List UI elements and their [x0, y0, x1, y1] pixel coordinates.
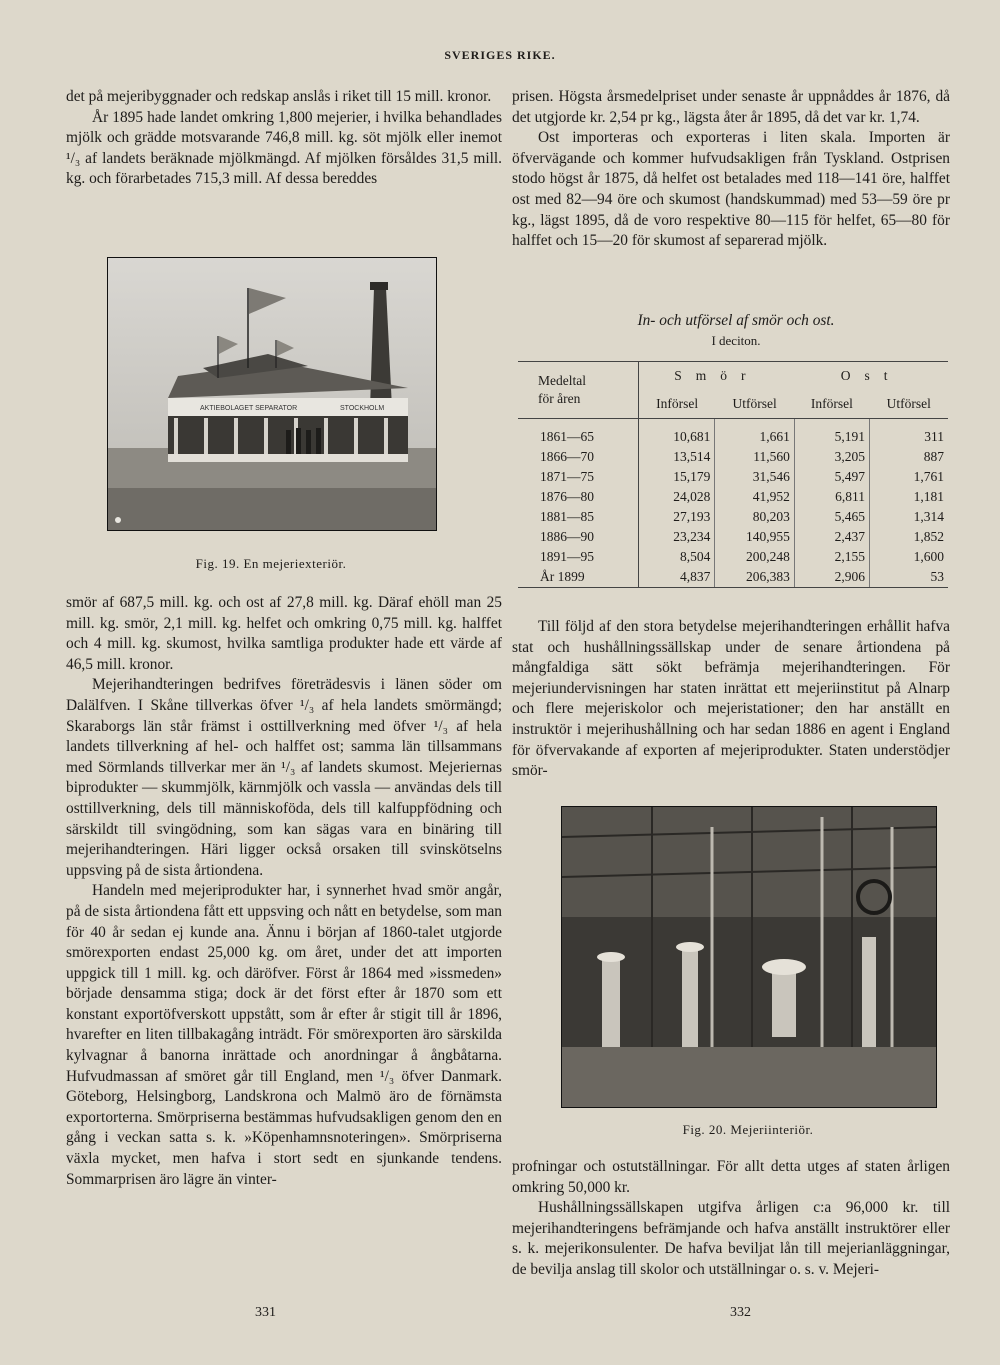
- table-cell-value: 1,852: [869, 527, 948, 547]
- table-cell-period: År 1899: [518, 567, 639, 588]
- right-column-middle: [512, 617, 950, 782]
- running-header: SVERIGES RIKE.: [444, 48, 556, 62]
- figure-dairy-exterior: [107, 257, 437, 531]
- table-cell-value: 10,681: [639, 419, 715, 448]
- table-row: [518, 447, 948, 467]
- table-cell-value: 311: [869, 419, 948, 448]
- table-cell-value: 15,179: [639, 467, 715, 487]
- col-header-ost-in: Införsel: [794, 390, 869, 419]
- col-header-ost-out: Utförsel: [869, 390, 948, 419]
- table-row: [518, 467, 948, 487]
- table-cell-value: 24,028: [639, 487, 715, 507]
- paragraph: profningar och ostutställningar. För allt detta utges af staten årligen omkring 50,000 kr.: [512, 1158, 950, 1196]
- figure-20-caption: Fig. 20. Mejeriinteriör.: [682, 1122, 814, 1137]
- paragraph: År 1895 hade landet omkring 1,800 mejerier, i hvilka behandlades mjölk och grädde motsvarande 746,8 mill. kg. söt mjölk eller inemot ¹/₃ af landets beräknade mjölkmängd. Af mjölken försåldes 31,5 mill. kg. och förarbetades 715,3 mill. Af dessa bereddes: [66, 108, 502, 188]
- left-column-bottom: [66, 593, 502, 1190]
- table-cell-value: 13,514: [639, 447, 715, 467]
- table-row: [518, 567, 948, 588]
- period-header: Medeltal för åren: [518, 362, 639, 419]
- paragraph: Till följd af den stora betydelse mejerihandteringen erhållit hafva stat och hushållningssällskap under de senare årtiondena på mångfaldiga sätt sökt befrämja mejerihandteringen. För mejeriundervisningen har staten inrättat ett mejeriinstitut på Alnarp och flere mejeriskolor och mejeristationer; den har anställt en instruktör i mejerihushållning och har sedan 1886 en agent i England för öfvervakande af exporten af mejeriprodukter. Staten understödjer smör-: [512, 618, 950, 780]
- table-cell-value: 27,193: [639, 507, 715, 527]
- table-cell-period: 1876—80: [518, 487, 639, 507]
- page-number-left: 331: [255, 1305, 276, 1320]
- figure-19-caption: Fig. 19. En mejeriexteriör.: [195, 556, 347, 571]
- table-cell-value: 200,248: [715, 547, 794, 567]
- table-cell-period: 1886—90: [518, 527, 639, 547]
- col-header-smor-in: Införsel: [639, 390, 715, 419]
- table-cell-value: 31,546: [715, 467, 794, 487]
- group-header-ost: Ost: [794, 362, 948, 391]
- table-cell-value: 23,234: [639, 527, 715, 547]
- paragraph: smör af 687,5 mill. kg. och ost af 27,8 mill. kg. Däraf ehöll man 25 mill. kg. smör, 2,1 mill. kg. helfet och omkring 0,75 mill. kg. halffet och 4 mill. kg. skumost, hvilka samtliga produkter hade ett värde af 46,5 mill. kronor.: [66, 594, 502, 673]
- table-cell-value: 53: [869, 567, 948, 588]
- table-cell-period: 1861—65: [518, 419, 639, 448]
- table-row: [518, 419, 948, 448]
- table-cell-value: 2,437: [794, 527, 869, 547]
- table-row: [518, 507, 948, 527]
- table-cell-value: 2,906: [794, 567, 869, 588]
- table-cell-value: 1,761: [869, 467, 948, 487]
- table-cell-value: 41,952: [715, 487, 794, 507]
- table-cell-value: 1,181: [869, 487, 948, 507]
- table-cell-period: 1866—70: [518, 447, 639, 467]
- left-column-top: [66, 87, 502, 190]
- table-unit: I deciton.: [711, 333, 761, 348]
- paragraph: Mejerihandteringen bedrifves företrädesvis i länen söder om Dalälfven. I Skåne tillverkas öfver ¹/₃ af hela landets smörmängd; Skaraborgs län står främst i osttillverkning med öfver ¹/₃ af hela landets tillverkning af hel- och halffet ost; samma län tillsammans med Sörmlands tillverkar mer än ¹/₃ af landets skumost. Mejeriernas biprodukter — skummjölk, kärnmjölk och vassla — användas dels till osttillverkning, dels till människoföda, dels till kalfuppfödning och särskildt till svingödning, som kan sägas vara en binäring till mejerihandteringen. Häri ligger också orsaken till svinskötselns uppsving på de sista årtiondena.: [66, 676, 502, 879]
- table-cell-value: 887: [869, 447, 948, 467]
- table-cell-period: 1891—95: [518, 547, 639, 567]
- table-cell-value: 2,155: [794, 547, 869, 567]
- table-cell-period: 1881—85: [518, 507, 639, 527]
- figure-dairy-interior: [561, 806, 937, 1108]
- dairy-exterior-photo: [108, 258, 436, 530]
- table-row: [518, 487, 948, 507]
- right-column-top: [512, 87, 950, 252]
- table-cell-value: 5,497: [794, 467, 869, 487]
- table-title: In- och utförsel af smör och ost.: [637, 312, 835, 329]
- paragraph: Handeln med mejeriprodukter har, i synnerhet hvad smör angår, på de sista årtiondena fått ett uppsving och nått en betydelse, som man för 40 år sedan ej kunde ana. Ännu i början af 1860-talet utgjorde smörexporten endast 25,000 kg. om året, under det att importen uppgick till 1 mill. kg. och däröfver. Först år 1864 med »issmeden» började densamma stiga; dock är det först efter år 1870 som ett konstant exportöfverskott uppstått, som år efter år stigit till år 1896, hvarefter en liten tillbakagång inträdt. För smörexporten äro särskilda kylvagnar å banorna inrättade och anordningar å ångbåtarna. Hufvudmassan af smöret går till England, men ¹/₃ öfver Danmark. Göteborg, Helsingborg, Landskrona och Malmö äro de förnämsta exportorterna. Smörpriserna bestämmas hufvudsakligen genom den en gång i veckan satta s. k. »Köpenhamnsnoteringen». Smörpriserna växla mycket, men hafva i stort sedt en sjunkande tendens. Sommarprisen äro lägre än vinter-: [66, 882, 502, 1188]
- table-cell-value: 1,600: [869, 547, 948, 567]
- sign-right-text: STOCKHOLM: [340, 405, 385, 412]
- table-cell-value: 5,465: [794, 507, 869, 527]
- paragraph: det på mejeribyggnader och redskap anslås i riket till 15 mill. kronor.: [66, 88, 492, 105]
- table-cell-value: 80,203: [715, 507, 794, 527]
- dairy-interior-photo: [562, 807, 936, 1107]
- table-cell-value: 1,314: [869, 507, 948, 527]
- table-cell-value: 140,955: [715, 527, 794, 547]
- table-body: [518, 419, 948, 588]
- table-cell-value: 4,837: [639, 567, 715, 588]
- group-header-smor: Smör: [639, 362, 794, 391]
- paragraph: Ost importeras och exporteras i liten skala. Importen är öfvervägande och kommer hufvudsakligen från Tyskland. Ostprisen stodo högst år 1875, då helfet ost betalades med 118—141 öre, halffet ost med 82—94 öre och skumost (handskummad) med 53—59 öre pr kg., lägst 1895, då de voro respektive 80—115 för helfet, 65—80 för halffet och 15—20 för skumost af separerad mjölk.: [512, 129, 950, 250]
- table-cell-value: 11,560: [715, 447, 794, 467]
- table-cell-value: 5,191: [794, 419, 869, 448]
- table-cell-value: 3,205: [794, 447, 869, 467]
- table-row: [518, 527, 948, 547]
- table-cell-value: 1,661: [715, 419, 794, 448]
- trade-table: [518, 361, 948, 588]
- col-header-smor-out: Utförsel: [715, 390, 794, 419]
- table-cell-value: 206,383: [715, 567, 794, 588]
- paragraph: Hushållningssällskapen utgifva årligen c:a 96,000 kr. till mejerihandteringens befrämjande och hafva anställt instruktörer eller s. k. mejerikonsulenter. De hafva beviljat lån till mejerianläggningar, de bevilja anslag till skolor och utställningar o. s. v. Mejeri-: [512, 1199, 950, 1278]
- sign-left-text: AKTIEBOLAGET SEPARATOR: [200, 405, 298, 412]
- table-cell-value: 8,504: [639, 547, 715, 567]
- table-cell-value: 6,811: [794, 487, 869, 507]
- right-column-bottom: [512, 1157, 950, 1281]
- paragraph: prisen. Högsta årsmedelpriset under senaste år uppnåddes år 1876, då det utgjorde kr. 2,54 pr kg., lägsta åter år 1895, då det var kr. 1,74.: [512, 88, 950, 126]
- table-row: [518, 547, 948, 567]
- page-number-right: 332: [730, 1305, 751, 1320]
- table-cell-period: 1871—75: [518, 467, 639, 487]
